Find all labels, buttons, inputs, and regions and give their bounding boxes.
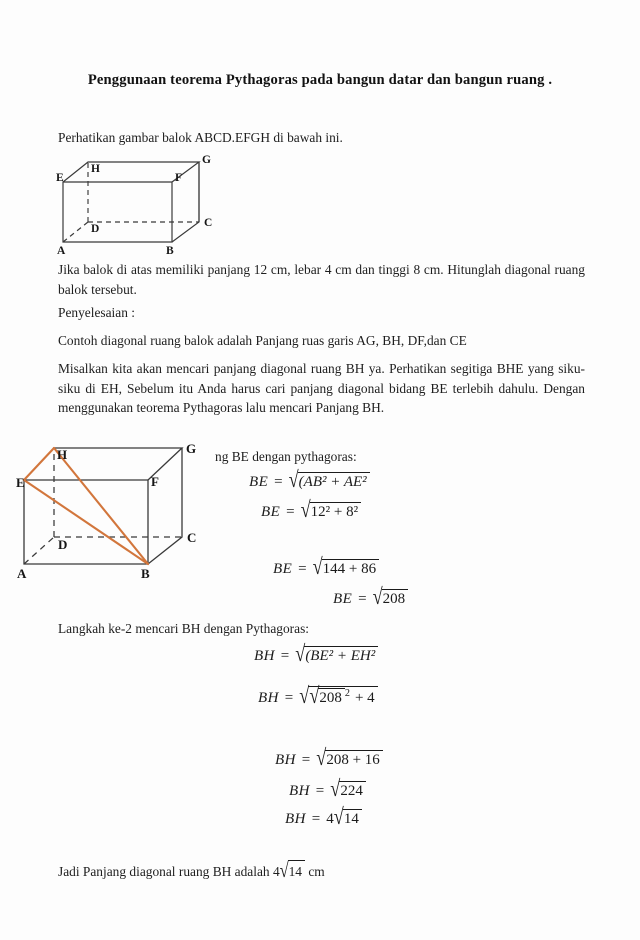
equation-bh-4	[289, 776, 366, 802]
radicand: (AB² + AE²	[298, 472, 370, 491]
equals-sign: =	[301, 752, 311, 768]
cuboid-figure-1	[52, 150, 222, 255]
diagonal-EH	[24, 448, 54, 480]
equation-be-3	[273, 554, 379, 580]
radical-sign: √	[279, 858, 289, 883]
vertex-label-D: D	[58, 537, 68, 552]
figure2-solid-edges	[24, 448, 182, 564]
radical-expression	[330, 776, 366, 802]
vertex-label-E: E	[16, 475, 25, 490]
radical-expression	[280, 860, 305, 882]
radicand: 14	[288, 860, 305, 882]
equation-be-1	[249, 467, 370, 493]
vertex-label-E: E	[56, 172, 64, 184]
radical-sign: √	[330, 776, 341, 802]
equals-sign: =	[358, 591, 367, 607]
diagonal-EB	[24, 480, 148, 564]
radicand: 144 + 86	[322, 559, 379, 578]
equals-sign: =	[274, 474, 283, 490]
vertex-label-C: C	[187, 530, 197, 545]
radicand: 208	[382, 589, 409, 608]
vertex-label-G: G	[202, 154, 211, 166]
equation-lhs: BH	[254, 648, 275, 664]
equation-lhs: BE	[261, 504, 281, 520]
intro-paragraph: Perhatikan gambar balok ABCD.EFGH di bawah ini.	[58, 130, 343, 145]
step2-label: Langkah ke-2 mencari BH dengan Pythagoras:	[58, 621, 309, 636]
radical-expression	[300, 497, 362, 523]
equation-lhs: BH	[275, 752, 296, 768]
step1-label: ng BE dengan pythagoras:	[215, 449, 357, 464]
coefficient: 4	[326, 811, 334, 827]
radicand: 224	[339, 781, 366, 800]
example-paragraph: Contoh diagonal ruang balok adalah Panjang ruas garis AG, BH, DF,dan CE	[58, 333, 467, 348]
conclusion-coefficient: 4	[272, 864, 280, 879]
radical-sign: √	[333, 804, 344, 830]
diagonal-HB	[54, 448, 148, 564]
equation-lhs: BH	[289, 783, 310, 799]
figure2-hidden-edges	[24, 448, 182, 564]
equation-bh-5	[285, 804, 362, 830]
vertex-label-H: H	[91, 163, 100, 175]
exponent: 2	[344, 688, 350, 699]
radical-expression	[295, 641, 378, 667]
radical-sign: √	[288, 467, 299, 493]
radical-expression	[288, 467, 370, 493]
vertex-label-B: B	[166, 245, 174, 257]
equation-lhs: BE	[333, 591, 353, 607]
vertex-label-A: A	[57, 245, 66, 257]
cuboid-figure-2	[10, 432, 215, 582]
radical-sign: √	[300, 497, 311, 523]
radical-expression	[312, 554, 380, 580]
radical-sign: √	[295, 641, 306, 667]
outer-radicand	[308, 683, 377, 709]
given-paragraph: Jika balok di atas memiliki panjang 12 cm, lebar 4 cm dan tinggi 8 cm. Hitunglah diagonal ruang balok tersebut.	[58, 262, 585, 297]
outer-radical-expression	[299, 683, 377, 709]
equation-bh-2	[258, 683, 378, 709]
radicand: 208 + 16	[325, 750, 382, 769]
radicand: 12² + 8²	[310, 502, 361, 521]
inner-radicand: 208	[318, 688, 345, 707]
explanation-paragraph: Misalkan kita akan mencari panjang diagonal ruang BH ya. Perhatikan segitiga BHE yang siku-siku di EH, Sebelum itu Anda harus cari panjang diagonal bidang BE terlebih dahulu. Dengan menggunakan teorema Pythagoras lalu mencari Panjang BH.	[58, 361, 585, 415]
equation-lhs: BE	[249, 474, 269, 490]
equation-be-4	[333, 584, 408, 610]
radical-sign: √	[316, 745, 327, 771]
inner-radical-sign: √	[309, 683, 320, 709]
vertex-label-B: B	[141, 566, 150, 581]
equation-bh-3	[275, 745, 383, 771]
equals-sign: =	[286, 504, 295, 520]
radical-expression	[372, 584, 409, 610]
equals-sign: =	[298, 561, 307, 577]
equation-lhs: BH	[258, 690, 279, 706]
equation-be-2	[261, 497, 361, 523]
conclusion-value	[272, 858, 305, 883]
radical-expression	[333, 804, 362, 830]
radicand: (BE² + EH²	[304, 646, 378, 665]
vertex-label-D: D	[91, 223, 100, 235]
vertex-label-G: G	[186, 441, 197, 456]
equals-sign: =	[280, 648, 290, 664]
conclusion-unit: cm	[305, 864, 325, 879]
vertex-label-F: F	[175, 172, 183, 184]
radical-sign: √	[372, 584, 383, 610]
equation-bh-1	[254, 641, 378, 667]
radical-sign: √	[299, 683, 310, 709]
conclusion-paragraph	[58, 860, 498, 882]
vertex-label-H: H	[57, 447, 68, 462]
radicand: 14	[343, 809, 362, 828]
equation-lhs: BH	[285, 811, 306, 827]
page-title: Penggunaan teorema Pythagoras pada bangun datar dan bangun ruang .	[87, 72, 553, 88]
vertex-label-C: C	[204, 217, 213, 229]
equation-lhs: BE	[273, 561, 293, 577]
vertex-label-A: A	[17, 566, 27, 581]
conclusion-prefix: Jadi Panjang diagonal ruang BH adalah	[58, 864, 273, 879]
equals-sign: =	[315, 783, 325, 799]
tail-term: + 4	[354, 690, 375, 706]
solution-label: Penyelesaian :	[58, 305, 135, 320]
radical-sign: √	[312, 554, 323, 580]
equals-sign: =	[311, 811, 321, 827]
inner-radical-expression	[309, 683, 345, 709]
radical-expression	[316, 745, 383, 771]
vertex-label-F: F	[151, 474, 159, 489]
equals-sign: =	[284, 690, 294, 706]
